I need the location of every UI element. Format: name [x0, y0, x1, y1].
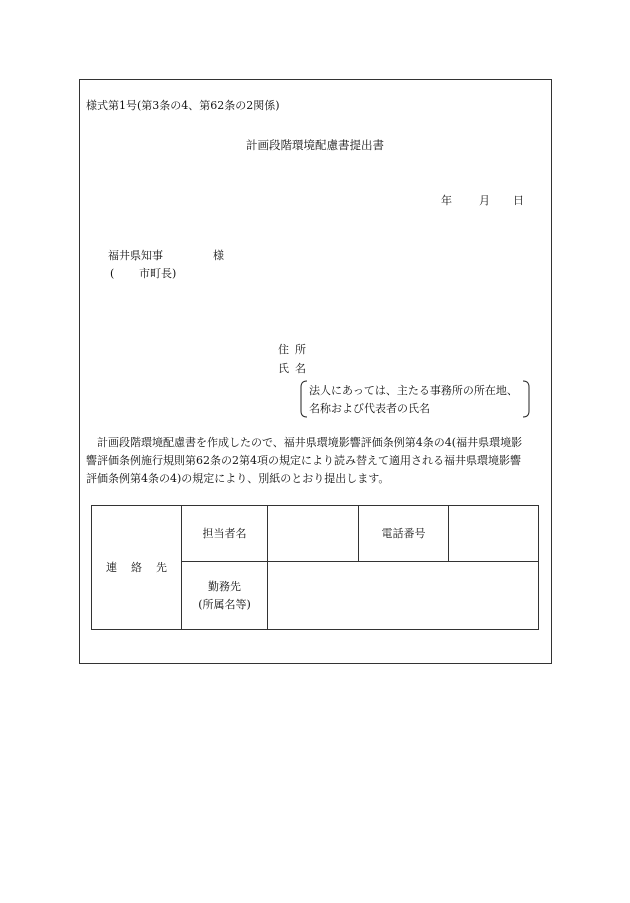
document-title: 計画段階環境配慮書提出書	[246, 138, 384, 152]
corporate-note-line2: 名称および代表者の氏名	[309, 402, 430, 415]
name-label: 氏名	[278, 362, 312, 375]
workplace-label-sub: (所属名等)	[198, 597, 251, 611]
person-in-charge-label: 担当者名	[182, 506, 268, 562]
person-in-charge-field[interactable]	[268, 506, 359, 562]
recipient-paren: (	[110, 267, 115, 280]
date-month: 月	[479, 194, 490, 207]
statement-line: 響評価条例施行規則第62条の2第4項の規定により読み替えて適用される福井県環境影響	[86, 454, 521, 467]
corporate-note-line1: 法人にあっては、主たる事務所の所在地、	[309, 384, 518, 397]
workplace-field[interactable]	[268, 562, 539, 630]
date-day: 日	[513, 194, 524, 207]
address-label: 住所	[278, 343, 312, 356]
recipient-honorific: 様	[213, 249, 224, 262]
workplace-label	[182, 562, 268, 630]
statement-line: 計画段階環境配慮書を作成したので、福井県環境影響評価条例第4条の4(福井県環境影	[97, 436, 523, 449]
recipient-governor: 福井県知事	[108, 249, 163, 262]
form-number: 様式第1号(第3条の4、第62条の2関係)	[86, 99, 280, 112]
recipient-mayor: 市町長)	[139, 267, 177, 280]
submission-statement	[86, 434, 546, 488]
workplace-label-main: 勤務先	[208, 579, 241, 593]
contact-table	[91, 505, 539, 630]
date-year: 年	[441, 194, 452, 207]
contact-header: 連絡先	[92, 506, 182, 630]
phone-number-field[interactable]	[449, 506, 539, 562]
phone-number-label: 電話番号	[359, 506, 449, 562]
statement-line: 評価条例第4条の4)の規定により、別紙のとおり提出します。	[86, 472, 390, 485]
